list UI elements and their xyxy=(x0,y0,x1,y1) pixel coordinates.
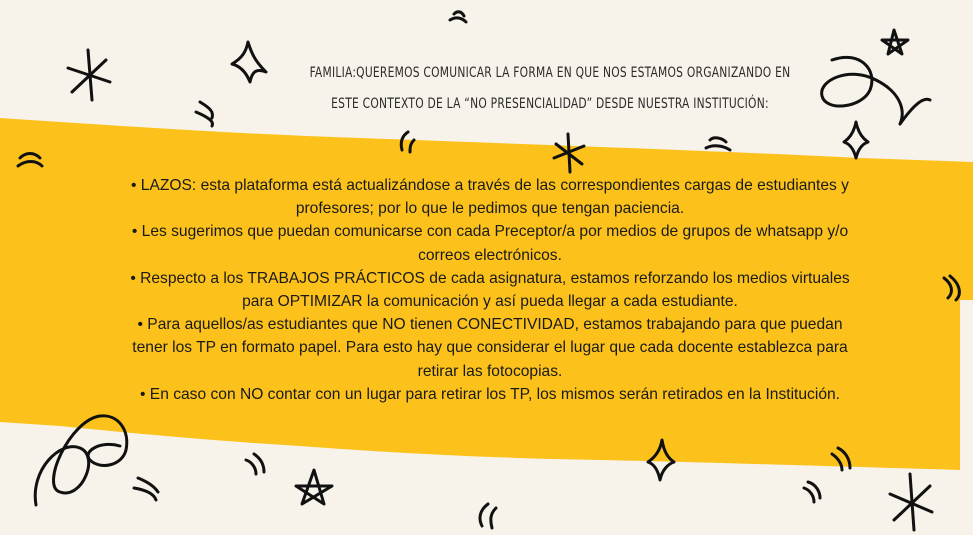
asterisk-icon xyxy=(890,474,932,530)
star-icon xyxy=(296,470,332,504)
bullet-line: • Para aquellos/as estudiantes que NO tienen CONECTIVIDAD, estamos trabajando para que puedan xyxy=(137,316,843,334)
tilde-icon xyxy=(706,138,730,150)
tilde-icon xyxy=(18,154,42,167)
sparkle-icon xyxy=(232,42,266,82)
bracket-icon xyxy=(480,504,496,528)
diamond-sparkle-icon xyxy=(844,122,868,158)
star-icon xyxy=(882,30,908,54)
brackets-icon xyxy=(804,482,820,502)
loop-icon xyxy=(822,57,930,124)
bracket-icon xyxy=(944,276,959,300)
tilde-icon xyxy=(450,12,466,22)
brackets-icon xyxy=(134,478,158,500)
bullet-line: • En caso con NO contar con un lugar para retirar los TP, los mismos serán retirados en la Institución. xyxy=(140,385,840,403)
brackets-icon xyxy=(832,448,850,470)
bullet-line: tener los TP en formato papel. Para esto hay que considerar el lugar que cada docente establezca para xyxy=(132,339,848,357)
brackets-icon xyxy=(246,454,264,474)
bullet-line: correos electrónicos. xyxy=(418,246,562,264)
bullet-line: para OPTIMIZAR la comunicación y así pueda llegar a cada estudiante. xyxy=(242,293,738,311)
bullet-line: • Les sugerimos que puedan comunicarse con cada Preceptor/a por medios de grupos de whatsapp y/o xyxy=(131,223,849,241)
bracket-icon xyxy=(401,132,414,152)
asterisk-icon xyxy=(554,134,584,172)
brackets-icon xyxy=(196,102,213,126)
loop-icon xyxy=(35,416,127,505)
asterisk-icon xyxy=(68,50,110,100)
bullet-list xyxy=(40,174,940,406)
page-heading xyxy=(304,58,796,120)
bullet-line: retirar las fotocopias. xyxy=(417,362,563,380)
diamond-sparkle-icon xyxy=(648,440,674,480)
bullet-line: • Respecto a los TRABAJOS PRÁCTICOS de cada asignatura, estamos reforzando los medios virtuales xyxy=(130,269,850,287)
heading-line: FAMILIA:QUEREMOS COMUNICAR LA FORMA EN QUE NOS ESTAMOS ORGANIZANDO EN xyxy=(309,65,791,81)
bullet-line: • LAZOS: esta plataforma está actualizándose a través de las correspondientes cargas de estudiantes y xyxy=(131,177,849,194)
heading-line: ESTE CONTEXTO DE LA “NO PRESENCIALIDAD” DESDE NUESTRA INSTITUCIÓN: xyxy=(331,96,769,112)
bullet-line: profesores; por lo que le pedimos que tengan paciencia. xyxy=(295,200,685,218)
